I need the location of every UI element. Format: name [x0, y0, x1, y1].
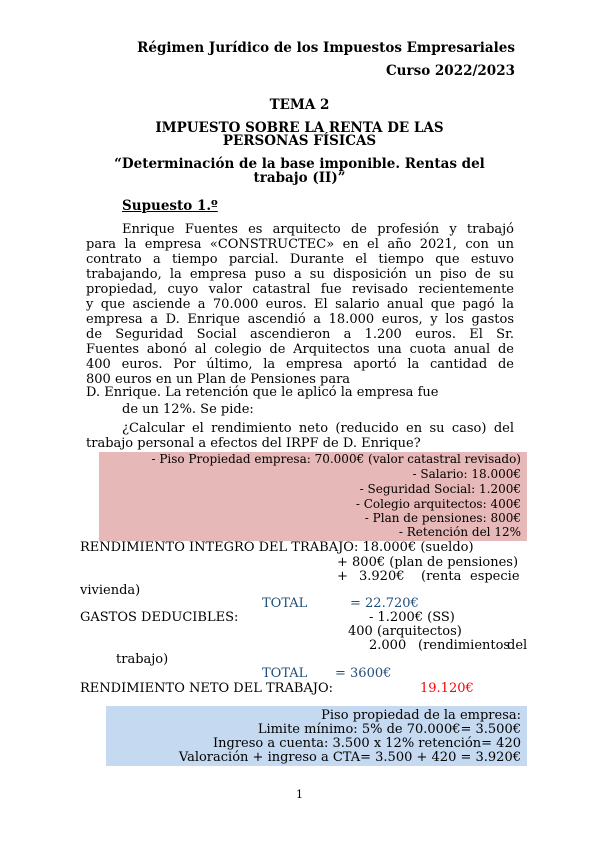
case-line: de un 12%. Se pide: — [122, 402, 254, 417]
deductible-expenses-label: GASTOS DEDUCIBLES: — [80, 610, 239, 625]
gross-income-line: + 800€ (plan de pensiones) — [337, 555, 519, 570]
gross-income-line: + — [337, 569, 348, 584]
total-gross-value: = 22.720€ — [350, 596, 419, 611]
question-line2: trabajo personal a efectos del IRPF de D. Enrique? — [86, 436, 421, 451]
case-line: trabajando, la empresa puso a su disposición un piso de su — [86, 267, 514, 282]
total-deductible-label: TOTAL — [262, 666, 308, 681]
total-gross-label: TOTAL — [262, 596, 308, 611]
topic-name-line1: IMPUESTO SOBRE LA RENTA DE LAS — [155, 120, 444, 136]
deductible-line: del — [507, 638, 528, 653]
data-item: - Salario: 18.000€ — [412, 467, 521, 481]
case-line: y que asciende a 70.000 euros. El salario anual que pagó la — [86, 297, 514, 312]
gross-income-line: especie — [470, 569, 520, 584]
case-line: para la empresa «CONSTRUCTEC» en el año 2021, con un — [86, 237, 514, 252]
total-deductible-value: = 3600€ — [335, 666, 392, 681]
case-line: empresa a D. Enrique ascendió a 18.000 euros, y los gastos — [86, 312, 514, 327]
data-item: - Colegio arquitectos: 400€ — [355, 497, 521, 511]
gross-income-line: 3.920€ — [359, 569, 405, 584]
data-item: - Seguridad Social: 1.200€ — [359, 482, 521, 496]
topic-number: TEMA 2 — [269, 97, 330, 113]
deductible-line: trabajo) — [116, 652, 169, 667]
net-income-value: 19.120€ — [420, 681, 474, 696]
housing-line: Limite mínimo: 5% de 70.000€= 3.500€ — [257, 722, 521, 737]
topic-subtitle-line1: “Determinación de la base imponible. Rentas del — [114, 156, 485, 172]
case-line: propiedad, cuyo valor catastral fue revisado recientemente — [86, 282, 514, 297]
data-item: - Retención del 12% — [398, 525, 521, 539]
case-line: Enrique Fuentes es arquitecto de profesión y trabajó — [122, 222, 514, 237]
case-line: Fuentes abonó al colegio de Arquitectos una cuota anual de — [86, 342, 514, 357]
question-line1: ¿Calcular el rendimiento neto (reducido en su caso) del — [122, 421, 514, 436]
case-line: 800 euros en un Plan de Pensiones para — [86, 372, 351, 387]
gross-income-line: vivienda) — [80, 583, 141, 598]
housing-line: Valoración + ingreso a CTA= 3.500 + 420 = 3.920€ — [178, 750, 521, 765]
case-line: 400 euros. Por último, la empresa aportó la cantidad de — [86, 357, 514, 372]
gross-income-line: (renta — [421, 569, 462, 584]
data-item: - Piso Propiedad empresa: 70.000€ (valor catastral revisado) — [151, 452, 521, 466]
page-number: 1 — [296, 788, 303, 801]
data-item: - Plan de pensiones: 800€ — [364, 511, 521, 525]
course-label: Curso 2022/2023 — [385, 63, 515, 79]
topic-subtitle-line2: trabajo (II)” — [253, 170, 346, 186]
deductible-line: 400 (arquitectos) — [348, 624, 462, 639]
gross-income-label: RENDIMIENTO INTEGRO DEL TRABAJO: 18.000€ (sueldo) — [80, 540, 474, 555]
case-heading: Supuesto 1.º — [122, 198, 218, 214]
housing-line: Ingreso a cuenta: 3.500 x 12% retención= 420 — [213, 736, 521, 751]
case-line: de Seguridad Social ascendieron a 1.200 euros. El Sr. — [86, 327, 514, 342]
topic-name-line2: PERSONAS FÍSICAS — [222, 133, 377, 149]
deductible-line: (rendimientos — [418, 638, 511, 653]
housing-line: Piso propiedad de la empresa: — [321, 708, 521, 723]
deductible-line: 2.000 — [369, 638, 407, 653]
case-line: contrato a tiempo parcial. Durante el tiempo que estuvo — [86, 252, 514, 267]
case-line: D. Enrique. La retención que le aplicó la empresa fue — [86, 385, 439, 400]
deductible-line: - 1.200€ (SS) — [369, 610, 455, 625]
document-header-title: Régimen Jurídico de los Impuestos Empresariales — [137, 40, 515, 56]
net-income-label: RENDIMIENTO NETO DEL TRABAJO: — [80, 681, 334, 696]
